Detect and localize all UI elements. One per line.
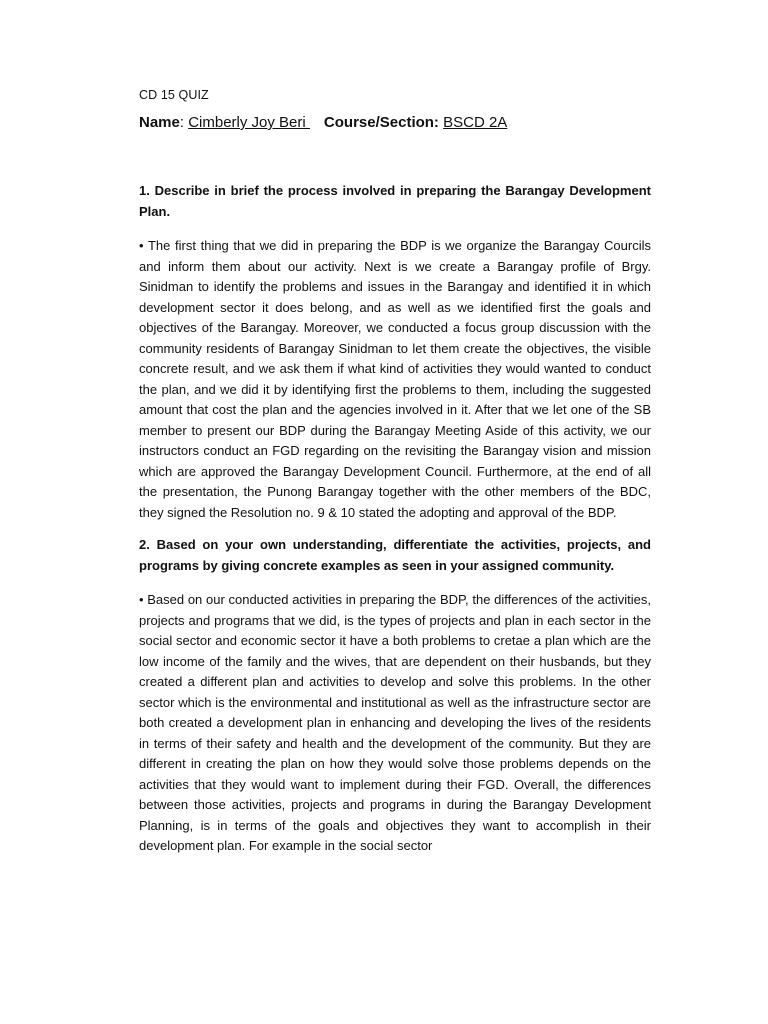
answer-2: • Based on our conducted activities in preparing the BDP, the differences of the activities, projects and programs that we did, is the types of projects and plan in each sector in the social sector and economic sector it have a both problems to cretae a plan which are the low income of the family and the wives, that are dependent on their husbands, but they created a different plan and activities to develop and solve this problems. In the other sector which is the environmental and institutional as well as the infrastructure sector are both created a development plan in enhancing and developing the lives of the residents in terms of their safety and health and the development of the community. But they are different in creating the plan on how they would solve those problems depends on the activities that they would want to implement during their FGD. Overall, the differences between those activities, projects and programs in during the Barangay Development Planning, is in terms of the goals and objectives they want to accomplish in their development plan. For example in the social sector xyxy=(139,592,651,853)
course-label: Course/Section: xyxy=(323,114,439,131)
course-value: BSCD 2A xyxy=(443,114,508,131)
question-1: 1. Describe in brief the process involved in preparing the Barangay Development Plan. xyxy=(139,183,651,219)
answer-1: • The first thing that we did in preparing the BDP is we organize the Barangay Courcils and inform them about our activity. Next is we create a Barangay profile of Brgy. Sinidman to identify the problems and issues in the Barangay and identified it in which development sector it does belong, and as well as we identified first the goals and objectives of the Barangay. Moreover, we conducted a focus group discussion with the community residents of Barangay Sinidman to let them create the objectives, the visible concrete result, and we ask them if what kind of activities they would wanted to conduct the plan, and we did it by identifying first the problems to them, including the suggested amount that cost the plan and the agencies involved in it. After that we let one of the SB member to present our BDP during the Barangay Meeting Aside of this activity, we our instructors conduct an FGD regarding on the revisiting the Barangay vision and mission which are approved the Barangay Development Council. Furthermore, at the end of all the presentation, the Punong Barangay together with the other members of the BDC, they signed the Resolution no. 9 & 10 stated the adopting and approval of the BDP. xyxy=(139,238,651,520)
student-name: Cimberly Joy Beri xyxy=(188,114,310,131)
student-info-line xyxy=(139,114,651,131)
name-colon: : xyxy=(179,114,189,131)
name-label: Name xyxy=(139,114,180,131)
quiz-title: CD 15 QUIZ xyxy=(139,88,209,102)
question-2: 2. Based on your own understanding, differentiate the activities, projects, and programs by giving concrete examples as seen in your assigned community. xyxy=(139,537,651,573)
